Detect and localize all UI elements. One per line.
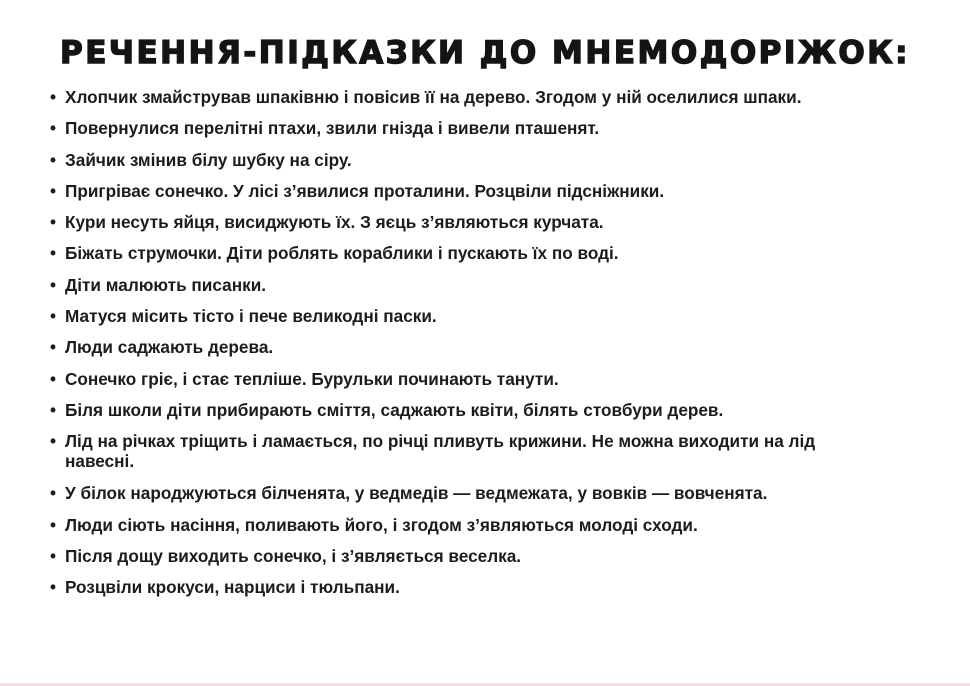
bullet: •	[50, 212, 57, 233]
list-item	[50, 431, 880, 471]
list-item-text: Діти малюють писанки.	[65, 274, 267, 295]
list-item-text: Сонечко гріє, і стає тепліше. Бурульки починають танути.	[65, 368, 559, 389]
bullet: •	[50, 306, 57, 327]
bullet: •	[50, 399, 57, 420]
list-item	[50, 515, 930, 535]
list-item-text: Пригріває сонечко. У лісі з’явилися проталини. Розцвіли підсніжники.	[65, 180, 665, 201]
page-title: РЕЧЕННЯ-ПІДКАЗКИ ДО МНЕМОДОРІЖОК:	[60, 35, 910, 71]
list-item	[50, 212, 930, 232]
list-item	[50, 400, 930, 420]
bullet: •	[50, 87, 57, 107]
bullet: •	[50, 431, 57, 452]
list-item-text: Хлопчик змайстрував шпаківню і повісив її на дерево. Згодом у ній оселилися шпаки.	[65, 87, 802, 107]
hint-sentences-list	[50, 87, 930, 608]
list-item	[50, 577, 930, 597]
bullet: •	[50, 514, 57, 535]
bullet: •	[50, 368, 57, 389]
list-item-text: У білок народжуються білченята, у ведмедів — ведмежата, у вовків — вовченята.	[65, 483, 768, 504]
list-item-text: Після дощу виходить сонечко, і з’являється веселка.	[65, 545, 522, 566]
bullet: •	[50, 545, 57, 566]
bullet: •	[50, 180, 57, 201]
bullet: •	[50, 274, 57, 295]
bullet: •	[50, 118, 57, 139]
list-item-text: Зайчик змінив білу шубку на сіру.	[65, 149, 352, 170]
list-item-text: Кури несуть яйця, висиджують їх. З яєць з’являються курчата.	[65, 212, 604, 233]
list-item	[50, 306, 930, 326]
bullet: •	[50, 483, 57, 504]
list-item-text: Біжать струмочки. Діти роблять кораблики і пускають їх по воді.	[65, 243, 619, 264]
list-item	[50, 243, 930, 263]
bullet: •	[50, 337, 57, 358]
list-item-text: Люди сіють насіння, поливають його, і згодом з’являються молоді сходи.	[65, 514, 698, 535]
list-item	[50, 181, 930, 201]
bullet: •	[50, 577, 57, 598]
list-item	[50, 546, 930, 566]
list-item	[50, 337, 930, 357]
list-item-text: Матуся місить тісто і пече великодні паски.	[65, 306, 437, 327]
bullet: •	[50, 243, 57, 264]
list-item	[50, 87, 930, 107]
list-item-text: Розцвіли крокуси, нарциси і тюльпани.	[65, 577, 400, 598]
list-item-text: Повернулися перелітні птахи, звили гнізда і вивели пташенят.	[65, 118, 600, 139]
list-item-text: Лід на річках тріщить і ламається, по річці пливуть крижини. Не можна виходити на лід навесні.	[65, 431, 816, 472]
list-item-text: Біля школи діти прибирають сміття, саджають квіти, білять стовбури дерев.	[65, 399, 724, 420]
list-item	[50, 275, 930, 295]
list-item	[50, 369, 930, 389]
list-item-text: Люди саджають дерева.	[65, 337, 274, 358]
bullet: •	[50, 149, 57, 170]
list-item	[50, 118, 930, 138]
list-item	[50, 483, 930, 503]
list-item	[50, 150, 930, 170]
